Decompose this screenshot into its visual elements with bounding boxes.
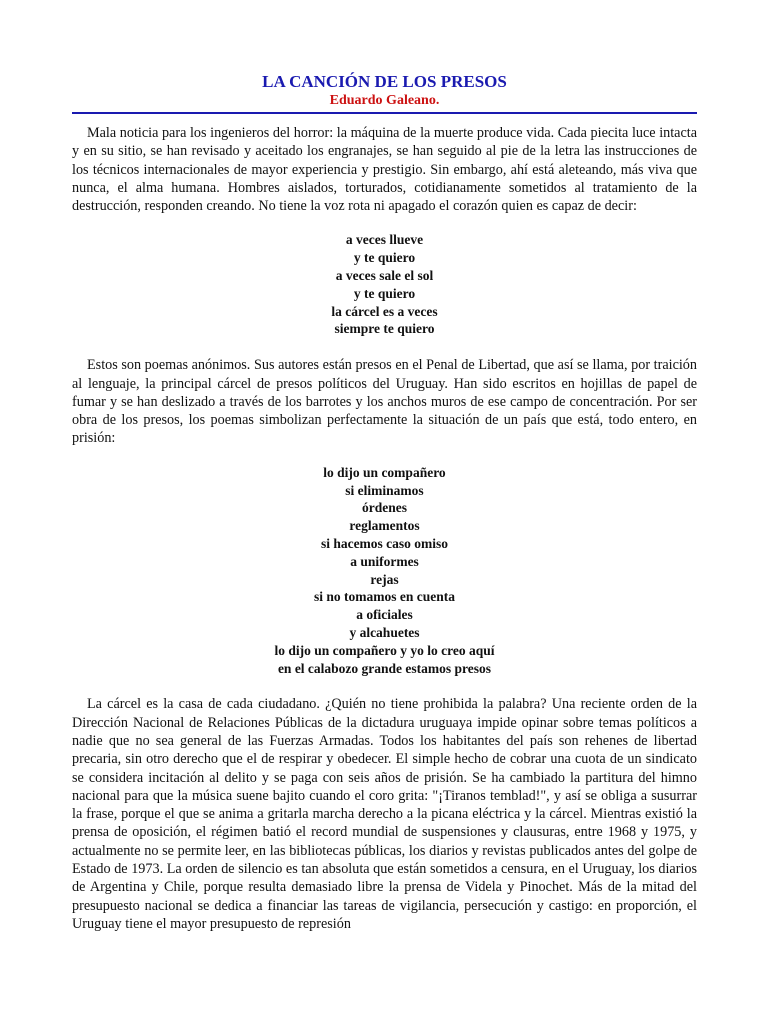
poem-line: a oficiales	[356, 607, 413, 623]
poem-line: a veces llueve	[345, 232, 424, 248]
paragraph-1: Mala noticia para los ingenieros del horror: la máquina de la muerte produce vida. Cada piecita luce intacta y en su sitio, se han revisado y aceitado los engranajes, se han seguido al pie de la letra las instrucciones de los técnicos internacionales de mayor experiencia y prestigio. Sin embargo, ahí está aleteando, más viva que nunca, el alma humana. Hombres aislados, torturados, cotidianamente sometidos al tratamiento de la destrucción, responden creando. No tiene la voz rota ni apagado el corazón quien es capaz de decir:	[72, 125, 697, 215]
document-page	[72, 72, 697, 933]
author-name: Eduardo Galeano.	[329, 93, 440, 108]
poem-line: órdenes	[362, 500, 407, 516]
poem-line: y alcahuetes	[349, 624, 420, 640]
poem-line: si hacemos caso omiso	[320, 535, 449, 551]
document-title: LA CANCIÓN DE LOS PRESOS	[262, 72, 507, 91]
poem-line: lo dijo un compañero y yo lo creo aquí	[274, 642, 495, 658]
poem-line: siempre te quiero	[334, 321, 435, 337]
poem-line: rejas	[370, 571, 399, 587]
poem-line: a veces sale el sol	[335, 268, 434, 284]
poem-2	[72, 464, 697, 678]
poem-line: si eliminamos	[345, 482, 424, 498]
poem-line: reglamentos	[349, 518, 420, 534]
title-divider	[72, 112, 697, 114]
poem-line: la cárcel es a veces	[331, 303, 438, 319]
poem-line: a uniformes	[350, 553, 419, 569]
poem-1	[72, 231, 697, 338]
poem-line: si no tomamos en cuenta	[314, 589, 455, 605]
poem-line: y te quiero	[353, 285, 416, 301]
paragraph-3: La cárcel es la casa de cada ciudadano. ¿Quién no tiene prohibida la palabra? Una reciente orden de la Dirección Nacional de Relaciones Públicas de la dictadura uruguaya impide opinar sobre temas políticos a nadie que no sea general de las Fuerzas Armadas. Todos los habitantes del país son rehenes de libertad precaria, sin otro derecho que el de respirar y obedecer. El simple hecho de cobrar una cuota de un sindicato se considera incitación al delito y se paga con seis años de prisión. Se ha cambiado la partitura del himno nacional para que la música suene bajito cuando el coro grita: "¡Tiranos temblad!", y así se obliga a susurrar la frase, porque el que se anima a gritarla marcha derecho a la picana eléctrica y la cárcel. Mientras existió la prensa de oposición, el régimen batió el record mundial de suspensiones y clausuras, entre 1968 y 1975, y actualmente no se permite leer, en las bibliotecas públicas, los diarios y revistas publicados antes del golpe de Estado de 1973. La orden de silencio es tan absoluta que están sometidos a censura, en el Uruguay, los diarios de Argentina y Chile, porque resulta demasiado libre la prensa de Videla y Pinochet. Más de la mitad del presupuesto nacional se dedica a financiar las tareas de vigilancia, persecución y castigo: en proporción, el Uruguay tiene el mayor presupuesto de represión	[72, 696, 697, 932]
poem-line: en el calabozo grande estamos presos	[277, 660, 492, 676]
poem-line: lo dijo un compañero	[323, 464, 446, 480]
paragraph-2: Estos son poemas anónimos. Sus autores están presos en el Penal de Libertad, que así se llama, por traición al lenguaje, la principal cárcel de presos políticos del Uruguay. Han sido escritos en hojillas de papel de fumar y se han deslizado a través de los barrotes y los anchos muros de ese campo de concentración. Por ser obra de los presos, los poemas simbolizan perfectamente la situación de un país que está, todo entero, en prisión:	[72, 357, 697, 447]
poem-line: y te quiero	[353, 250, 416, 266]
